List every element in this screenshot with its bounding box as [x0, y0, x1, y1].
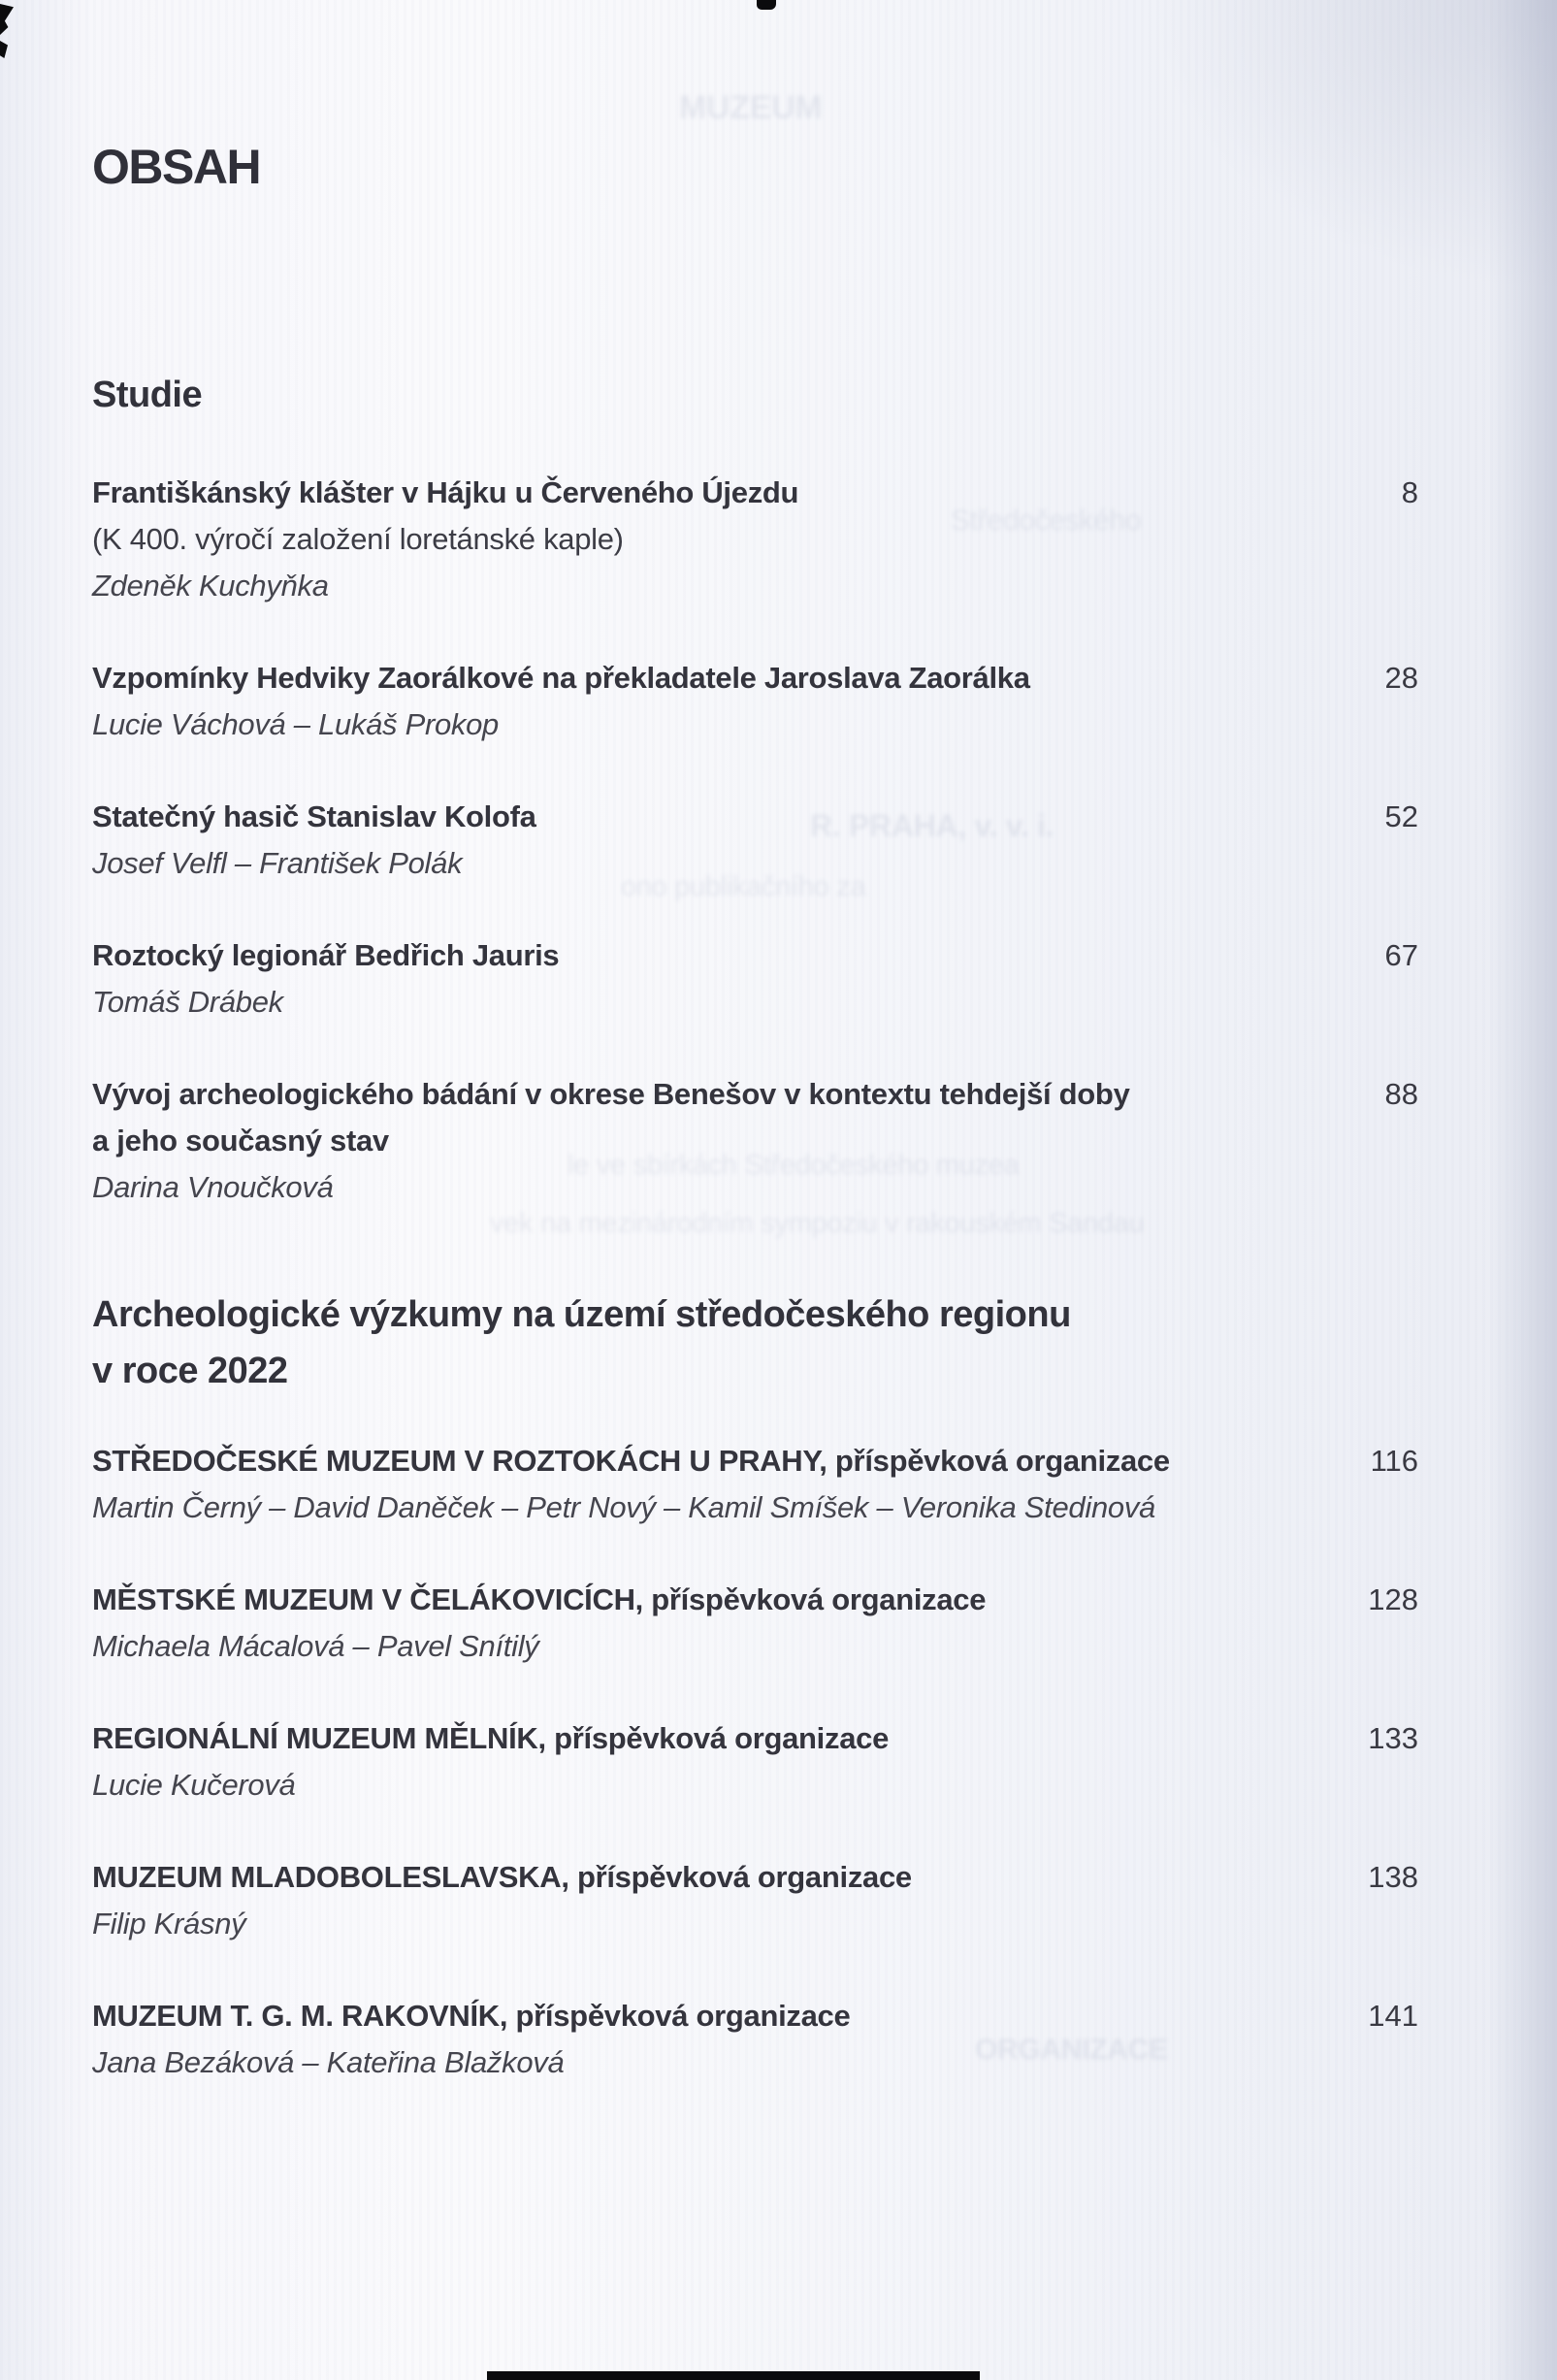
toc-entry-authors: Jana Bezáková – Kateřina Blažková [92, 2045, 565, 2079]
scan-artifact-top-left-mark [0, 4, 14, 35]
toc-entry [92, 1715, 1418, 1809]
toc-entry-title: Roztocký legionář Bedřich Jauris [92, 938, 560, 972]
toc-entry-page-number: 88 [1384, 1077, 1418, 1111]
scan-artifact-bottom-bar [487, 2371, 980, 2380]
toc-entry [92, 1071, 1418, 1211]
section-archeologicke-vyzkumy [92, 1287, 1418, 2086]
toc-entry-authors: Zdeněk Kuchyňka [92, 569, 329, 603]
toc-entry-page-number: 28 [1384, 661, 1418, 695]
toc-entry-title: Františkánský klášter v Hájku u Červeného Újezdu [92, 475, 799, 509]
toc-entry-text [92, 932, 1312, 1026]
ghost-text: vek na mezinárodním sympoziu v rakouském Sandau [490, 1208, 1145, 1239]
section-studie [92, 367, 1418, 1211]
toc-entry-text [92, 470, 1312, 609]
page-edge-shading [1489, 0, 1557, 2380]
ghost-text: Středočeského [951, 505, 1142, 537]
ghost-text: MUZEUM [679, 89, 823, 126]
toc-entry [92, 470, 1418, 609]
ghost-text: ono publikačního za [621, 871, 866, 902]
toc-entry-page-number: 8 [1401, 475, 1418, 509]
toc-entry [92, 932, 1418, 1026]
ghost-text: ORGANIZACE [975, 2034, 1168, 2066]
section-heading-studie: Studie [92, 375, 203, 415]
ghost-text: le ve sbírkách Středočeského muzea [568, 1150, 1020, 1181]
toc-entry-title: Statečný hasič Stanislav Kolofa [92, 799, 536, 833]
page-title: OBSAH [92, 140, 261, 194]
entry-list [92, 470, 1418, 1211]
toc-entry-title: Vývoj archeologického bádání v okrese Benešov v kontextu tehdejší doby [92, 1077, 1130, 1111]
toc-entry-page-number: 133 [1368, 1721, 1418, 1755]
toc-content [92, 0, 1418, 2132]
toc-entry-page-number: 67 [1384, 938, 1418, 972]
toc-entry-title: MUZEUM MLADOBOLESLAVSKA, příspěvková organizace [92, 1860, 912, 1894]
toc-entry-title: REGIONÁLNÍ MUZEUM MĚLNÍK, příspěvková organizace [92, 1721, 890, 1755]
toc-entry-title: MUZEUM T. G. M. RAKOVNÍK, příspěvková organizace [92, 1999, 851, 2033]
toc-entry-text [92, 1438, 1312, 1531]
toc-entry-authors: Tomáš Drábek [92, 985, 283, 1019]
toc-entry-authors: Michaela Mácalová – Pavel Snítilý [92, 1629, 539, 1663]
toc-entry-page-number: 141 [1368, 1999, 1418, 2033]
toc-entry [92, 794, 1418, 887]
toc-entry-title-line2: a jeho současný stav [92, 1124, 389, 1157]
toc-entry [92, 1438, 1418, 1531]
toc-entry [92, 1577, 1418, 1670]
toc-entry [92, 1854, 1418, 1947]
toc-entry-page-number: 138 [1368, 1860, 1418, 1894]
toc-entry-page-number: 128 [1368, 1582, 1418, 1616]
toc-entry-authors: Martin Černý – David Daněček – Petr Nový – Kamil Smíšek – Veronika Stedinová [92, 1490, 1155, 1524]
toc-entry-text [92, 1854, 1312, 1947]
toc-entry [92, 655, 1418, 748]
toc-entry-authors: Josef Velfl – František Polák [92, 846, 463, 880]
toc-entry-text [92, 794, 1312, 887]
toc-entry-authors: Lucie Váchová – Lukáš Prokop [92, 707, 499, 741]
toc-entry-authors: Darina Vnoučková [92, 1170, 334, 1204]
toc-entry-text [92, 1577, 1312, 1670]
toc-entry-page-number: 52 [1384, 799, 1418, 833]
toc-entry-title: STŘEDOČESKÉ MUZEUM V ROZTOKÁCH U PRAHY, příspěvková organizace [92, 1444, 1170, 1478]
scan-artifact-left-edge-mark [0, 41, 8, 58]
entry-list [92, 1438, 1418, 2086]
toc-entry-text [92, 1993, 1312, 2086]
toc-entry-page-number: 116 [1370, 1444, 1418, 1478]
toc-entry-text [92, 655, 1312, 748]
ghost-text: R. PRAHA, v. v. i. [810, 808, 1054, 843]
toc-entry [92, 1993, 1418, 2086]
section-heading-archeologicke-vyzkumy: Archeologické výzkumy na území středočeského regionu v roce 2022 [92, 1294, 1071, 1391]
toc-entry-authors: Lucie Kučerová [92, 1768, 296, 1802]
toc-entry-text [92, 1071, 1312, 1211]
toc-entry-title: Vzpomínky Hedviky Zaorálkové na překladatele Jaroslava Zaorálka [92, 661, 1030, 695]
toc-entry-authors: Filip Krásný [92, 1907, 246, 1940]
toc-entry-subtitle: (K 400. výročí založení loretánské kaple) [92, 522, 624, 556]
toc-entry-text [92, 1715, 1312, 1809]
toc-entry-title: MĚSTSKÉ MUZEUM V ČELÁKOVICÍCH, příspěvková organizace [92, 1582, 987, 1616]
